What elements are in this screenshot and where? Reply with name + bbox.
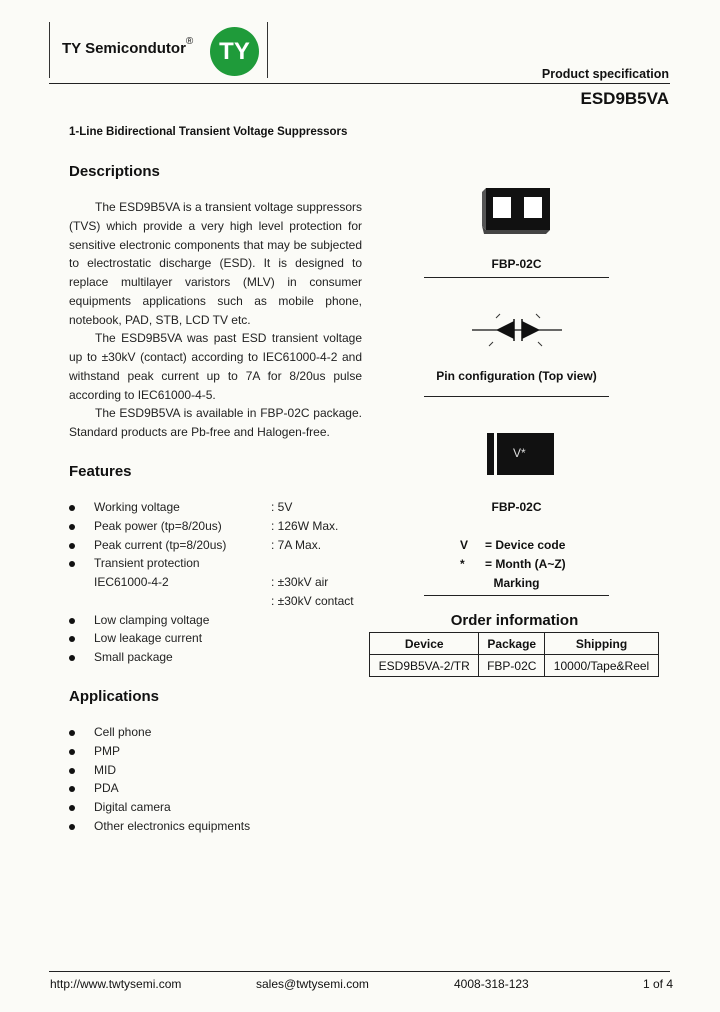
header-left-divider	[49, 22, 50, 78]
bullet-icon	[69, 786, 75, 792]
desc-paragraph: The ESD9B5VA was past ESD transient voltage up to ±30kV (contact) according to IEC61000-4-2 and withstand peak current up to 7A for 8/20us pulse according to IEC61000-4-5.	[69, 331, 362, 402]
figure-rule	[424, 277, 609, 278]
pin-config-caption: Pin configuration (Top view)	[436, 369, 597, 383]
header-right-divider	[267, 22, 268, 78]
bullet-icon	[69, 561, 75, 567]
list-item: Working voltage : 5V	[69, 498, 369, 517]
desc-paragraph: The ESD9B5VA is a transient voltage suppressors (TVS) which provide a very high level protection for sensitive electronic components that may be subjected to electrostatic discharge (ESD). It is designed to replace multilayer varistors (MLV) in consumer equipments applications such as mobile phone, notebook, PAD, STB, LCD TV etc.	[69, 200, 362, 327]
page-subtitle: 1-Line Bidirectional Transient Voltage Suppressors	[69, 126, 348, 138]
marking-legend-row	[460, 557, 566, 571]
list-item: Digital camera	[69, 798, 369, 817]
bullet-icon	[69, 524, 75, 530]
company-name: TY Semicondutor®	[62, 36, 194, 57]
descriptions-heading: Descriptions	[69, 163, 160, 180]
list-item: PDA	[69, 779, 369, 798]
package-drawing	[480, 186, 554, 236]
column-header: Package	[479, 633, 545, 655]
list-item: Peak current (tp=8/20us) : 7A Max.	[69, 536, 369, 555]
footer-page-number: 1 of 4	[642, 977, 673, 991]
part-number: ESD9B5VA	[580, 89, 669, 108]
figure-rule	[424, 595, 609, 596]
features-list	[69, 498, 369, 667]
bullet-icon	[69, 805, 75, 811]
marking-chip	[487, 433, 551, 475]
list-item: Transient protection	[69, 554, 369, 573]
bullet-icon	[69, 505, 75, 511]
list-item: Low clamping voltage	[69, 611, 369, 630]
order-heading: Order information	[450, 612, 579, 629]
marking-caption: Marking	[493, 576, 540, 590]
descriptions-body	[69, 198, 362, 442]
marking-chip-text: V*	[513, 446, 526, 460]
applications-heading: Applications	[69, 688, 160, 705]
column-header: Device	[370, 633, 479, 655]
bullet-icon	[69, 543, 75, 549]
list-item: MID	[69, 761, 369, 780]
marking-package-caption: FBP-02C	[491, 500, 542, 514]
bullet-icon	[69, 636, 75, 642]
marking-legend-row	[460, 538, 565, 552]
footer-rule	[49, 971, 670, 972]
legend-text: = Month (A~Z)	[485, 557, 566, 571]
figure-rule	[424, 396, 609, 397]
package-caption: FBP-02C	[491, 257, 542, 271]
list-item: PMP	[69, 742, 369, 761]
order-table	[369, 632, 659, 677]
footer-email[interactable]: sales@twtysemi.com	[256, 977, 369, 991]
doc-type: Product specification	[541, 67, 669, 81]
bullet-icon	[69, 768, 75, 774]
table-header-row	[370, 633, 659, 655]
bullet-icon	[69, 730, 75, 736]
bullet-icon	[69, 824, 75, 830]
bullet-icon	[69, 749, 75, 755]
footer-website[interactable]: http://www.twtysemi.com	[50, 977, 182, 991]
legend-symbol: V	[460, 538, 469, 552]
table-cell: 10000/Tape&Reel	[545, 655, 659, 677]
desc-paragraph: The ESD9B5VA is available in FBP-02C package. Standard products are Pb-free and Halogen-free.	[69, 406, 362, 439]
list-item: : ±30kV contact	[271, 593, 354, 608]
bullet-icon	[69, 655, 75, 661]
footer-phone: 4008-318-123	[454, 977, 529, 991]
table-row	[370, 655, 659, 677]
list-item: Small package	[69, 648, 369, 667]
list-item: Peak power (tp=8/20us) : 126W Max.	[69, 517, 369, 536]
column-header: Shipping	[545, 633, 659, 655]
ty-logo: TY	[210, 27, 259, 76]
list-item: Low leakage current	[69, 629, 369, 648]
features-heading: Features	[69, 463, 132, 480]
pin-configuration-symbol	[470, 310, 570, 352]
marking-chip-face	[494, 433, 554, 475]
table-cell: FBP-02C	[479, 655, 545, 677]
legend-symbol: *	[460, 557, 465, 571]
table-cell: ESD9B5VA-2/TR	[370, 655, 479, 677]
list-item: Cell phone	[69, 723, 369, 742]
list-item: IEC61000-4-2 : ±30kV air	[94, 575, 329, 589]
header-rule	[49, 83, 670, 84]
applications-list	[69, 723, 369, 836]
list-item: Other electronics equipments	[69, 817, 369, 836]
bullet-icon	[69, 618, 75, 624]
legend-text: = Device code	[485, 538, 566, 552]
